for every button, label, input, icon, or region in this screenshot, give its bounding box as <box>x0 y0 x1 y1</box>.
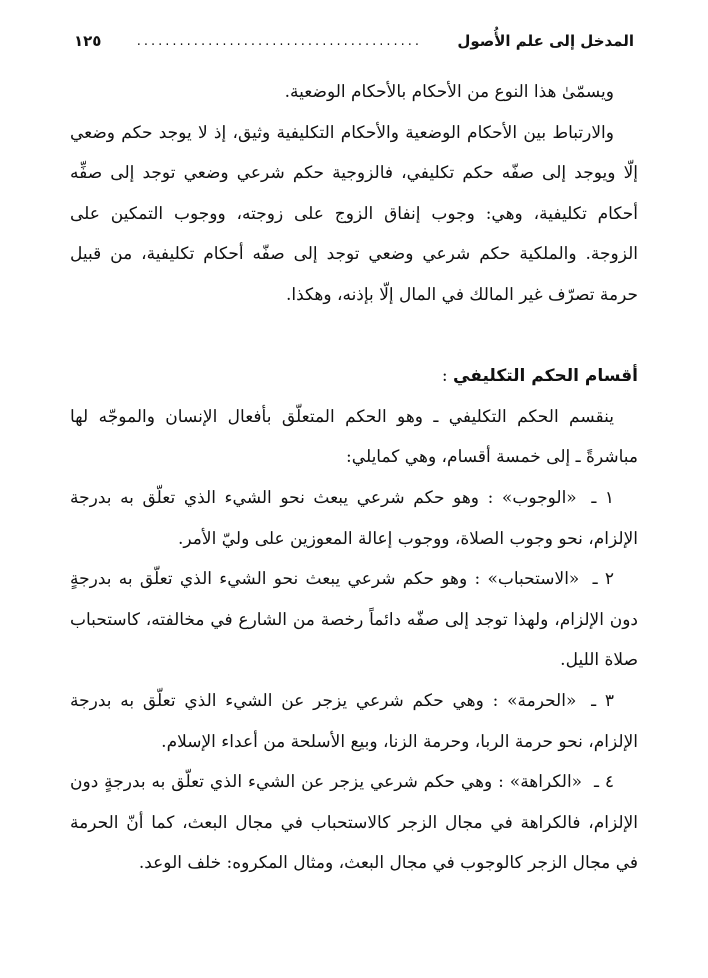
book-title: المدخل إلى علم الأُصول <box>457 32 634 50</box>
section-gap <box>70 316 638 357</box>
list-item <box>70 478 638 559</box>
item-term: «الوجوب» <box>501 487 577 508</box>
item-definition: : وهو حكم شرعي يبعث نحو الشيء الذي تعلّق به بدرجةٍ دون الإلزام، ولهذا توجد إلى صفّه دائماً رخصة من الشارع في مخالفته، كاستحباب صلاة الليل. <box>70 569 638 671</box>
item-term: «الكراهة» <box>509 772 583 793</box>
running-header <box>74 28 634 54</box>
list-item <box>70 762 638 884</box>
item-number: ٤ ـ <box>593 772 615 793</box>
item-definition: : وهي حكم شرعي يزجر عن الشيء الذي تعلّق به بدرجةٍ دون الإلزام، فالكراهة في مجال الزجر كالاستحباب في مجال البعث، كما أنّ الحرمة في مجال الزجر كالوجوب في مجال البعث، ومثال المكروه: خلف الوعد. <box>70 772 638 874</box>
item-definition: : وهو حكم شرعي يبعث نحو الشيء الذي تعلّق به بدرجة الإلزام، نحو وجوب الصلاة، ووجوب إعالة المعوزين على وليّ الأمر. <box>70 487 638 549</box>
leader-dots: ........................................ <box>136 33 423 49</box>
page-number: ١٢٥ <box>74 32 102 50</box>
section-heading-text: أقسام الحكم التكليفي <box>453 366 638 387</box>
paragraph: ويسمّىٰ هذا النوع من الأحكام بالأحكام الوضعية. <box>284 82 614 102</box>
section-heading-colon: : <box>441 366 448 387</box>
paragraph: ينقسم الحكم التكليفي ـ وهو الحكم المتعلّق بأفعال الإنسان والموجّه لها مباشرةً ـ إلى خمسة أقسام، وهي كمايلي: <box>70 406 638 468</box>
item-term: «الحرمة» <box>507 690 577 711</box>
item-number: ٢ ـ <box>592 569 614 590</box>
item-number: ١ ـ <box>591 487 615 508</box>
page-body <box>70 72 638 884</box>
list-item <box>70 559 638 681</box>
section-heading <box>70 356 638 397</box>
list-item <box>70 681 638 762</box>
item-term: «الاستحباب» <box>487 569 580 590</box>
item-definition: : وهي حكم شرعي يزجر عن الشيء الذي تعلّق به بدرجة الإلزام، نحو حرمة الربا، وحرمة الزنا، وبيع الأسلحة من أعداء الإسلام. <box>70 690 638 752</box>
paragraph: والارتباط بين الأحكام الوضعية والأحكام التكليفية وثيق، إذ لا يوجد حكم وضعي إلّا ويوجد إلى صفّه حكم تكليفي، فالزوجية حكم شرعي وضعي توجد إلى صفِّه أحكام تكليفية، وهي: وجوب إنفاق الزوج على زوجته، ووجوب التمكين على الزوجة. والملكية حكم شرعي وضعي توجد إلى صفّه أحكام تكليفية، من قبيل حرمة تصرّف غير المالك في المال إلّا بإذنه، وهكذا. <box>70 122 638 305</box>
item-number: ٣ ـ <box>591 690 615 711</box>
